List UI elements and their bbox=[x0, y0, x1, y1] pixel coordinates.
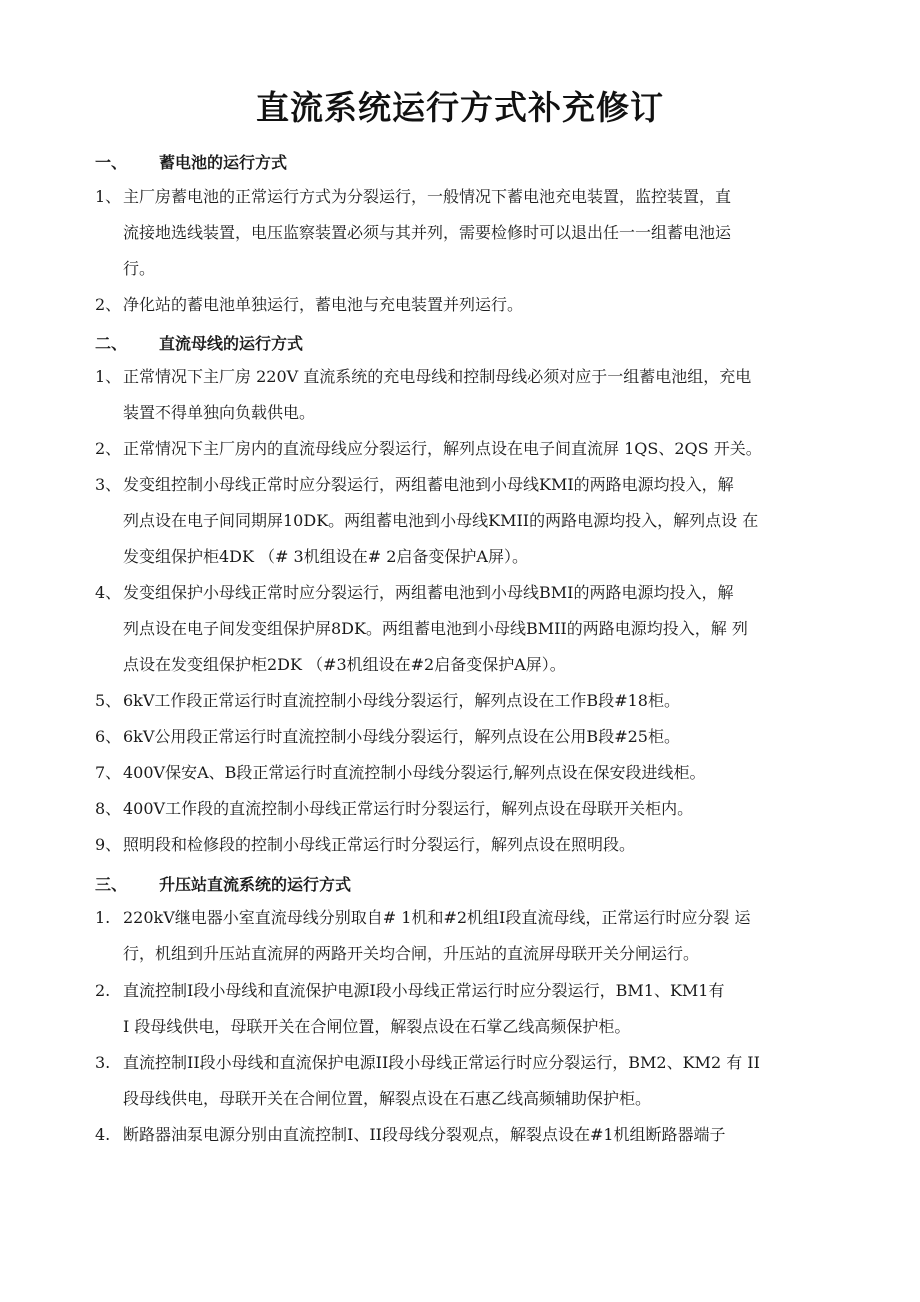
paragraph-line: 400V保安A、B段正常运行时直流控制小母线分裂运行,解列点设在保安段进线柜。 bbox=[123, 763, 706, 782]
item-marker: 4、 bbox=[95, 583, 122, 602]
paragraph-line: I 段母线供电，母联开关在合闸位置，解裂点设在石掌乙线高频保护柜。 bbox=[123, 1017, 631, 1036]
paragraph-line: 直流控制I段小母线和直流保护电源I段小母线正常运行时应分裂运行，BM1、KM1有 bbox=[123, 981, 725, 1000]
paragraph-line: 断路器油泵电源分别由直流控制I、II段母线分裂观点，解裂点设在#1机组断路器端子 bbox=[123, 1125, 726, 1144]
item-marker: 1、 bbox=[95, 187, 122, 206]
item-marker: 2、 bbox=[95, 439, 122, 458]
paragraph-line: 发变组控制小母线正常时应分裂运行，两组蓄电池到小母线KMI的两路电源均投入，解 bbox=[123, 475, 734, 494]
section-heading bbox=[95, 872, 351, 895]
paragraph-line: 6kV工作段正常运行时直流控制小母线分裂运行，解列点设在工作B段#18柜。 bbox=[123, 691, 680, 710]
item-marker: 1. bbox=[95, 908, 111, 927]
paragraph-line: 装置不得单独向负载供电。 bbox=[123, 403, 316, 422]
paragraph-line: 列点设在电子间同期屏10DK。两组蓄电池到小母线KMII的两路电源均投入，解列点设 在 bbox=[123, 511, 759, 530]
section-number: 二、 bbox=[95, 334, 128, 353]
paragraph-line: 段母线供电，母联开关在合闸位置，解裂点设在石惠乙线高频辅助保护柜。 bbox=[123, 1089, 652, 1108]
item-marker: 8、 bbox=[95, 799, 122, 818]
paragraph-line: 220kV继电器小室直流母线分别取自# 1机和#2机组I段直流母线，正常运行时应分裂 运 bbox=[123, 908, 751, 927]
item-marker: 6、 bbox=[95, 727, 122, 746]
item-marker: 2. bbox=[95, 981, 111, 1000]
item-marker: 3、 bbox=[95, 475, 122, 494]
paragraph-line: 点设在发变组保护柜2DK （#3机组设在#2启备变保护A屏）。 bbox=[123, 655, 566, 674]
paragraph-line: 流接地选线装置，电压监察装置必须与其并列，需要检修时可以退出任一一组蓄电池运 bbox=[123, 223, 732, 242]
paragraph-line: 正常情况下主厂房内的直流母线应分裂运行，解列点设在电子间直流屏 1QS、2QS 开关。 bbox=[123, 439, 762, 458]
item-marker: 7、 bbox=[95, 763, 122, 782]
paragraph-line: 列点设在电子间发变组保护屏8DK。两组蓄电池到小母线BMII的两路电源均投入，解 列 bbox=[123, 619, 748, 638]
paragraph-line: 发变组保护小母线正常时应分裂运行，两组蓄电池到小母线BMI的两路电源均投入，解 bbox=[123, 583, 734, 602]
paragraph-line: 行，机组到升压站直流屏的两路开关均合闸，升压站的直流屏母联开关分闸运行。 bbox=[123, 944, 700, 963]
paragraph-line: 正常情况下主厂房 220V 直流系统的充电母线和控制母线必须对应于一组蓄电池组，充电 bbox=[123, 367, 752, 386]
section-title: 升压站直流系统的运行方式 bbox=[159, 875, 352, 894]
paragraph-line: 发变组保护柜4DK （# 3机组设在# 2启备变保护A屏）。 bbox=[123, 547, 528, 566]
paragraph-line: 6kV公用段正常运行时直流控制小母线分裂运行，解列点设在公用B段#25柜。 bbox=[123, 727, 680, 746]
paragraph-line: 行。 bbox=[123, 259, 156, 278]
section-number: 三、 bbox=[95, 875, 128, 894]
paragraph-line: 主厂房蓄电池的正常运行方式为分裂运行，一般情况下蓄电池充电装置，监控装置，直 bbox=[123, 187, 732, 206]
section-heading bbox=[95, 331, 303, 354]
paragraph-line: 直流控制II段小母线和直流保护电源II段小母线正常运行时应分裂运行，BM2、KM2 有 II bbox=[123, 1053, 760, 1072]
item-marker: 3. bbox=[95, 1053, 111, 1072]
doc-title: 直流系统运行方式补充修订 bbox=[256, 88, 664, 127]
section-heading bbox=[95, 150, 287, 173]
item-marker: 5、 bbox=[95, 691, 122, 710]
section-title: 蓄电池的运行方式 bbox=[159, 153, 288, 172]
item-marker: 4. bbox=[95, 1125, 111, 1144]
paragraph-line: 净化站的蓄电池单独运行，蓄电池与充电装置并列运行。 bbox=[123, 295, 524, 314]
paragraph-line: 400V工作段的直流控制小母线正常运行时分裂运行，解列点设在母联开关柜内。 bbox=[123, 799, 694, 818]
paragraph-line: 照明段和检修段的控制小母线正常运行时分裂运行，解列点设在照明段。 bbox=[123, 835, 636, 854]
item-marker: 1、 bbox=[95, 367, 122, 386]
item-marker: 9、 bbox=[95, 835, 122, 854]
section-title: 直流母线的运行方式 bbox=[159, 334, 304, 353]
section-number: 一、 bbox=[95, 153, 128, 172]
item-marker: 2、 bbox=[95, 295, 122, 314]
